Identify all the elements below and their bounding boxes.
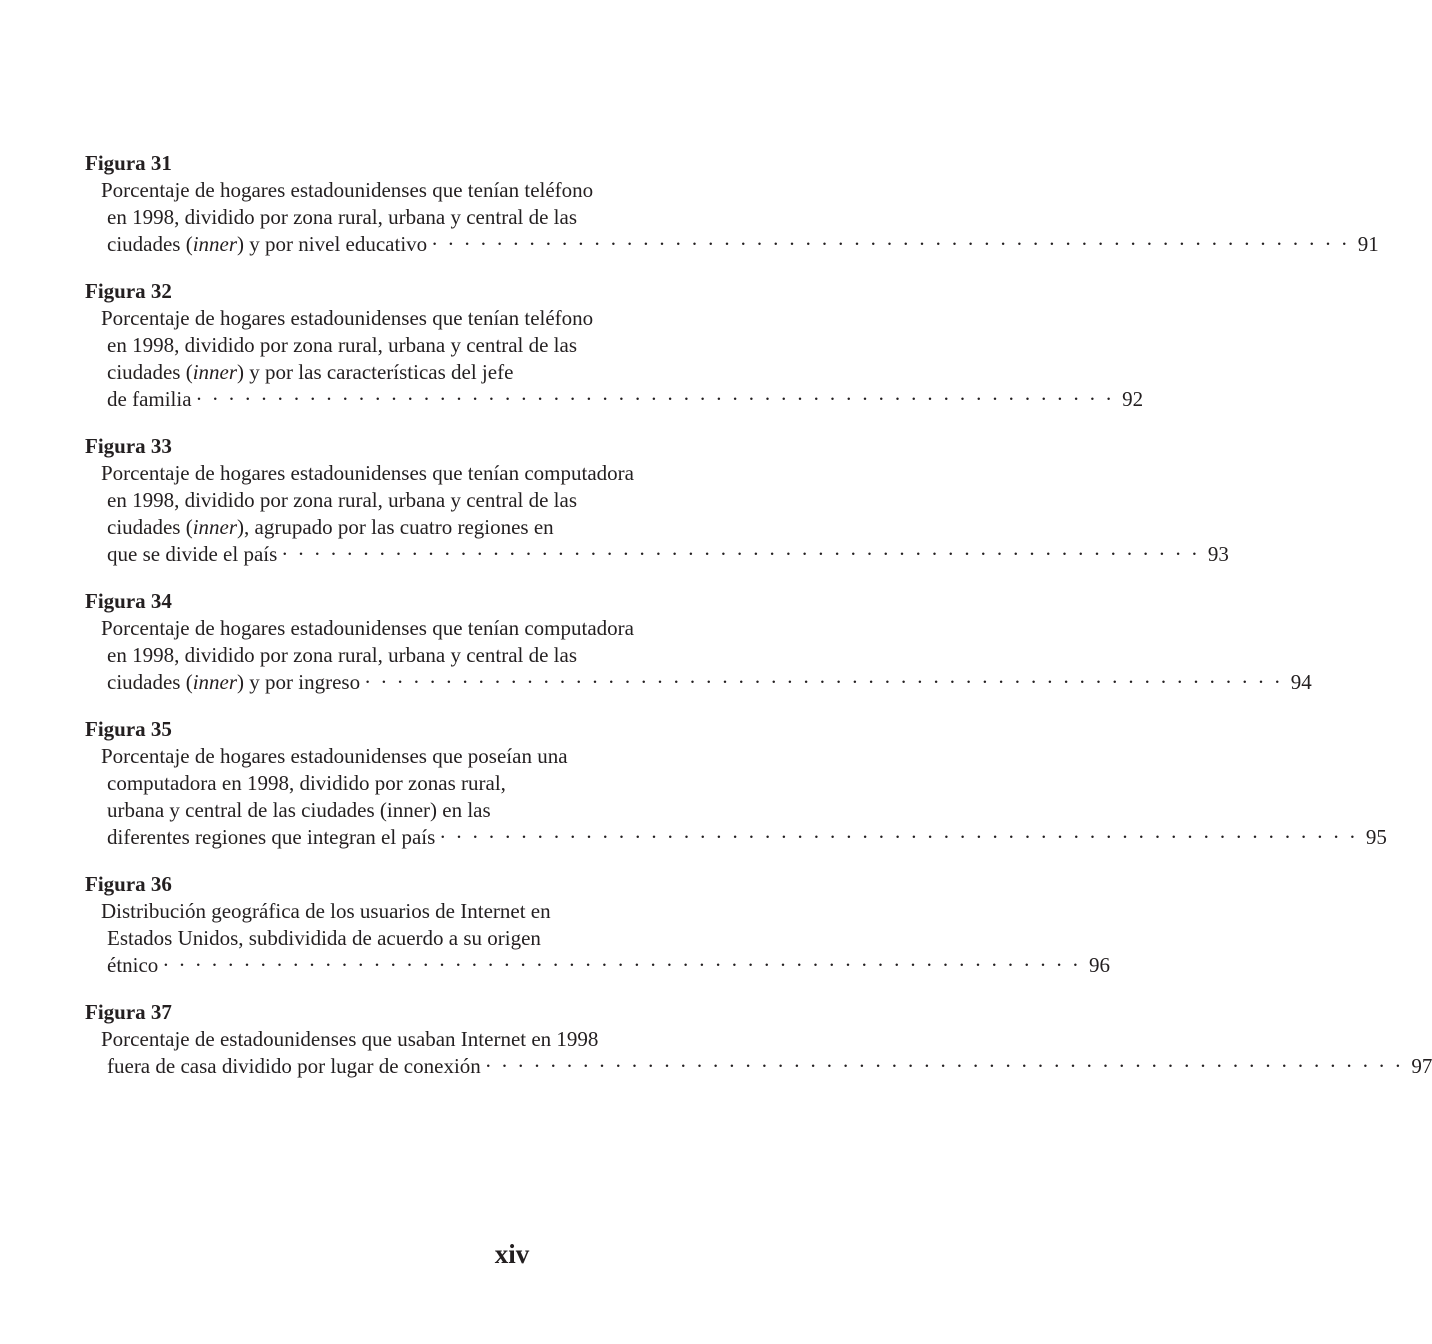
caption-line: Distribución geográfica de los usuarios de Internet en [101,899,551,923]
page-reference: 93 [1207,542,1229,566]
caption-line: diferentes regiones que integran el país [107,825,436,849]
caption-last-line [85,824,1387,851]
caption-line: que se divide el país [107,542,278,566]
toc-entry [85,716,1387,851]
caption-line: Porcentaje de estadounidenses que usaban Internet en 1998 [101,1027,599,1051]
caption-last-line [85,541,1229,568]
caption-line: Porcentaje de hogares estadounidenses que tenían teléfono [101,178,594,202]
figure-label: Figura 35 [85,717,172,741]
caption-line: en 1998, dividido por zona rural, urbana y central de las [107,488,578,512]
caption-line: en 1998, dividido por zona rural, urbana y central de las [107,333,578,357]
caption-line: en 1998, dividido por zona rural, urbana y central de las [107,205,578,229]
caption-line: ciudades (inner) y por nivel educativo [107,232,428,256]
page-reference: 92 [1122,387,1144,411]
toc-entry [85,278,1144,413]
caption-line: Porcentaje de hogares estadounidenses que tenían computadora [101,616,634,640]
page-reference: 97 [1411,1054,1432,1078]
caption-line: urbana y central de las ciudades (inner) en las [107,798,491,822]
caption-line: computadora en 1998, dividido por zonas rural, [107,771,506,795]
figure-list [85,150,1432,1100]
dot-leader: · · · · · · · · · · · · · · · · · · · · · · · · · · · · · · · · · · · · · · · · · · · · · · · · · · · · · · · · · [195,387,1115,411]
dot-leader: · · · · · · · · · · · · · · · · · · · · · · · · · · · · · · · · · · · · · · · · · · · · · · · · · · · · · · · · · [439,825,1358,849]
caption-last-line [85,386,1144,413]
page-reference: 96 [1088,953,1110,977]
caption-line: Estados Unidos, subdividida de acuerdo a su origen [107,926,541,950]
dot-leader: · · · · · · · · · · · · · · · · · · · · · · · · · · · · · · · · · · · · · · · · · · · · · · · · · · · · · · · · · [431,232,1350,256]
page-reference: 91 [1357,232,1379,256]
caption-last-line [85,952,1110,979]
caption-line: Porcentaje de hogares estadounidenses que tenían computadora [101,461,634,485]
figure-label: Figura 34 [85,589,172,613]
toc-entry [85,150,1379,258]
figure-label: Figura 37 [85,1000,172,1024]
caption-line: ciudades (inner) y por las características del jefe [107,360,514,384]
caption-line: de familia [107,387,192,411]
caption-line: Porcentaje de hogares estadounidenses que poseían una [101,744,568,768]
caption-last-line [85,231,1379,258]
page-number: xiv [494,1239,530,1269]
toc-entry [85,999,1432,1080]
dot-leader: · · · · · · · · · · · · · · · · · · · · · · · · · · · · · · · · · · · · · · · · · · · · · · · · · · · · · · · · · [281,542,1200,566]
page-reference: 95 [1365,825,1387,849]
figure-label: Figura 31 [85,151,172,175]
toc-entry [85,871,1110,979]
figure-label: Figura 36 [85,872,172,896]
toc-entry [85,588,1312,696]
caption-line: en 1998, dividido por zona rural, urbana y central de las [107,643,578,667]
dot-leader: · · · · · · · · · · · · · · · · · · · · · · · · · · · · · · · · · · · · · · · · · · · · · · · · · · · · · · · · · [484,1054,1404,1078]
caption-last-line [85,1053,1432,1080]
caption-line: fuera de casa dividido por lugar de conexión [107,1054,481,1078]
figure-label: Figura 32 [85,279,172,303]
caption-line: étnico [107,953,159,977]
page-reference: 94 [1290,670,1312,694]
caption-line: ciudades (inner) y por ingreso [107,670,361,694]
caption-line: ciudades (inner), agrupado por las cuatro regiones en [107,515,554,539]
figure-label: Figura 33 [85,434,172,458]
caption-line: Porcentaje de hogares estadounidenses que tenían teléfono [101,306,594,330]
dot-leader: · · · · · · · · · · · · · · · · · · · · · · · · · · · · · · · · · · · · · · · · · · · · · · · · · · · · · · · · · [364,670,1283,694]
caption-last-line [85,669,1312,696]
toc-entry [85,433,1229,568]
dot-leader: · · · · · · · · · · · · · · · · · · · · · · · · · · · · · · · · · · · · · · · · · · · · · · · · · · · · · · · · · [162,953,1081,977]
